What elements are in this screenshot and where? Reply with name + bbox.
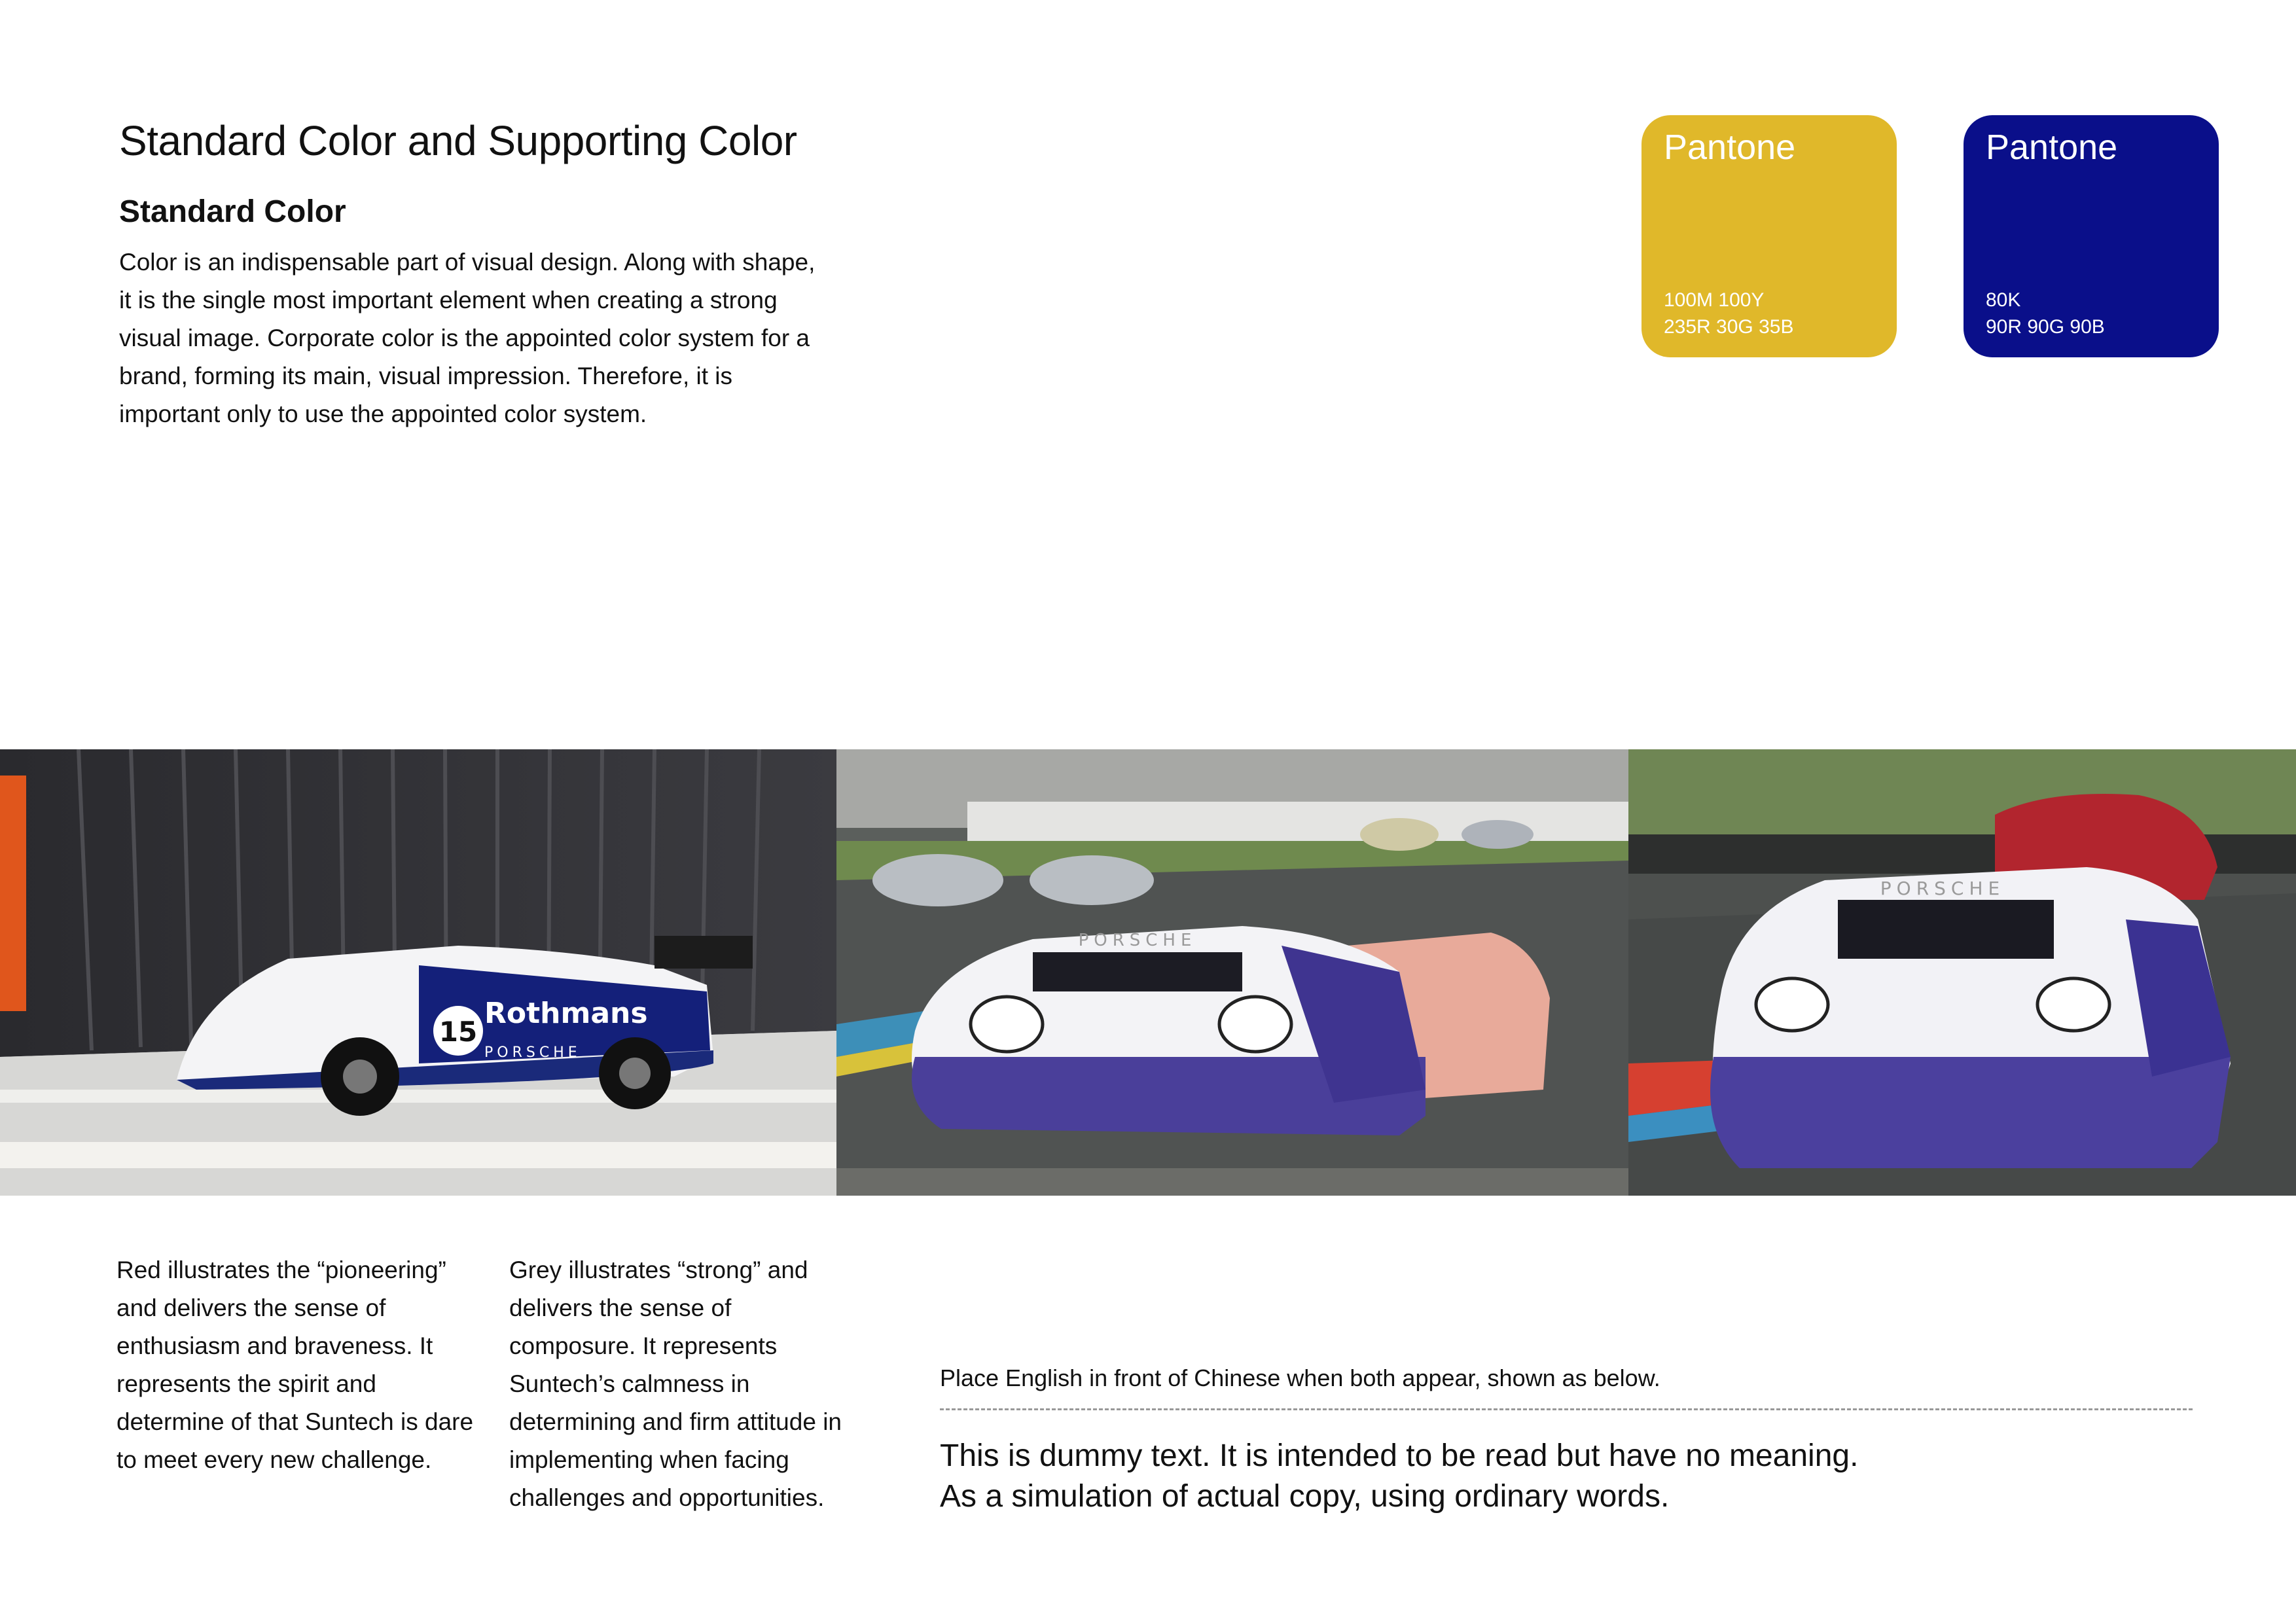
maker-text: PORSCHE	[1078, 931, 1197, 950]
race-cars-track-photo-icon	[836, 749, 1628, 1196]
intro-paragraph: Color is an indispensable part of visual design. Along with shape, it is the single most important element when creating a strong visual image. Corporate color is the appointed color system for a brand, forming its main, visual impression. Therefore, it is important only to use the appointed color system.	[119, 249, 816, 427]
dashed-divider	[940, 1408, 2193, 1410]
race-car-closeup-photo-icon	[1628, 749, 2296, 1196]
language-order-note: Place English in front of Chinese when both appear, shown as below.	[940, 1364, 1660, 1391]
dummy-line-1: This is dummy text. It is intended to be read but have no meaning.	[940, 1438, 1859, 1473]
dummy-text-block	[940, 1436, 1858, 1517]
swatch-cmyk: 100M 100Y	[1664, 289, 1765, 311]
swatch-name: Pantone	[1986, 128, 2118, 167]
color-swatch-gold	[1641, 115, 1897, 357]
race-car-photo-icon	[0, 749, 836, 1196]
swatch-rgb: 235R 30G 35B	[1664, 316, 1794, 338]
swatch-rgb: 90R 90G 90B	[1986, 316, 2105, 338]
red-description: Red illustrates the “pioneering” and delivers the sense of enthusiasm and braveness. It represents the spirit and determine of that Suntech is dare to meet every new challenge.	[117, 1257, 474, 1473]
livery-text: Rothmans	[484, 997, 648, 1030]
maker-text: PORSCHE	[484, 1044, 581, 1061]
section-subtitle: Standard Color	[119, 194, 346, 229]
dummy-line-2: As a simulation of actual copy, using ordinary words.	[940, 1479, 1670, 1514]
maker-text: PORSCHE	[1880, 878, 2005, 899]
swatch-name: Pantone	[1664, 128, 1796, 167]
color-swatch-navy	[1964, 115, 2219, 357]
swatch-cmyk: 80K	[1986, 289, 2021, 311]
page-title: Standard Color and Supporting Color	[119, 117, 797, 164]
grey-description: Grey illustrates “strong” and delivers the sense of composure. It represents Suntech’s calmness in determining and firm attitude in implementing when facing challenges and opportunities.	[509, 1257, 842, 1511]
car-number: 15	[439, 1016, 478, 1048]
